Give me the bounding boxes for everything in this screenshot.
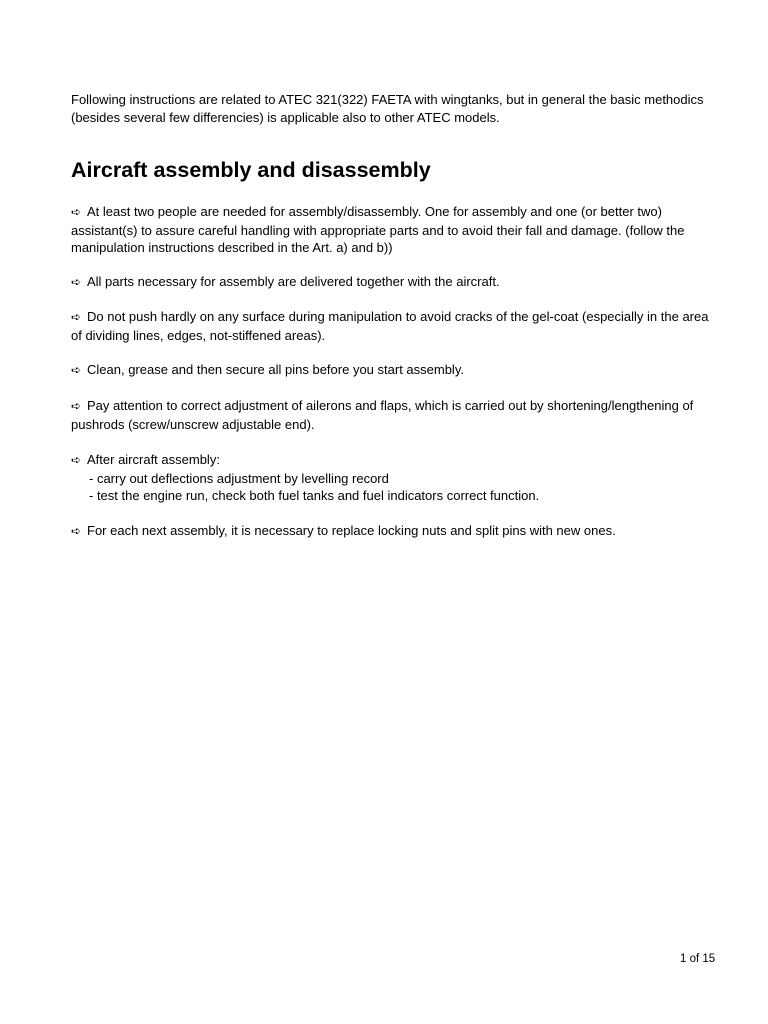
instruction-text: Pay attention to correct adjustment of ailerons and flaps, which is carried out by shortening/lengthening of pushrods (screw/unscrew adjustable end). xyxy=(71,398,694,432)
instruction-text: Do not push hardly on any surface during manipulation to avoid cracks of the gel-coat (especially in the area of dividing lines, edges, not-stiffened areas). xyxy=(71,309,709,343)
instruction-item xyxy=(71,361,721,380)
arrow-right-icon: ➪ xyxy=(71,275,82,289)
instruction-text: All parts necessary for assembly are delivered together with the aircraft. xyxy=(87,274,500,289)
page-number: 1 of 15 xyxy=(680,953,716,965)
instruction-text: After aircraft assembly: xyxy=(87,452,220,467)
arrow-right-icon: ➪ xyxy=(71,453,82,467)
intro-paragraph: Following instructions are related to ATEC 321(322) FAETA with wingtanks, but in general the basic methodics (besides several few differencies) is applicable also to other ATEC models. xyxy=(71,92,704,125)
instruction-item xyxy=(71,203,721,257)
arrow-right-icon: ➪ xyxy=(71,524,82,538)
arrow-right-icon: ➪ xyxy=(71,363,82,377)
sub-instruction: - carry out deflections adjustment by levelling record xyxy=(89,470,389,486)
instruction-text: For each next assembly, it is necessary to replace locking nuts and split pins with new ones. xyxy=(87,523,616,538)
instruction-item xyxy=(71,308,721,344)
instruction-item xyxy=(71,522,721,541)
instruction-text: At least two people are needed for assembly/disassembly. One for assembly and one (or better two) assistant(s) to assure careful handling with appropriate parts and to avoid their fall and damage. (follow the manipulation instructions described in the Art. a) and b)) xyxy=(71,204,685,256)
section-heading: Aircraft assembly and disassembly xyxy=(71,158,431,182)
instruction-item xyxy=(71,397,721,433)
arrow-right-icon: ➪ xyxy=(71,205,82,219)
arrow-right-icon: ➪ xyxy=(71,310,82,324)
sub-instruction: - test the engine run, check both fuel tanks and fuel indicators correct function. xyxy=(89,488,540,504)
instruction-item xyxy=(71,451,721,505)
instruction-item xyxy=(71,273,721,292)
instruction-text: Clean, grease and then secure all pins before you start assembly. xyxy=(87,362,464,377)
arrow-right-icon: ➪ xyxy=(71,399,82,413)
